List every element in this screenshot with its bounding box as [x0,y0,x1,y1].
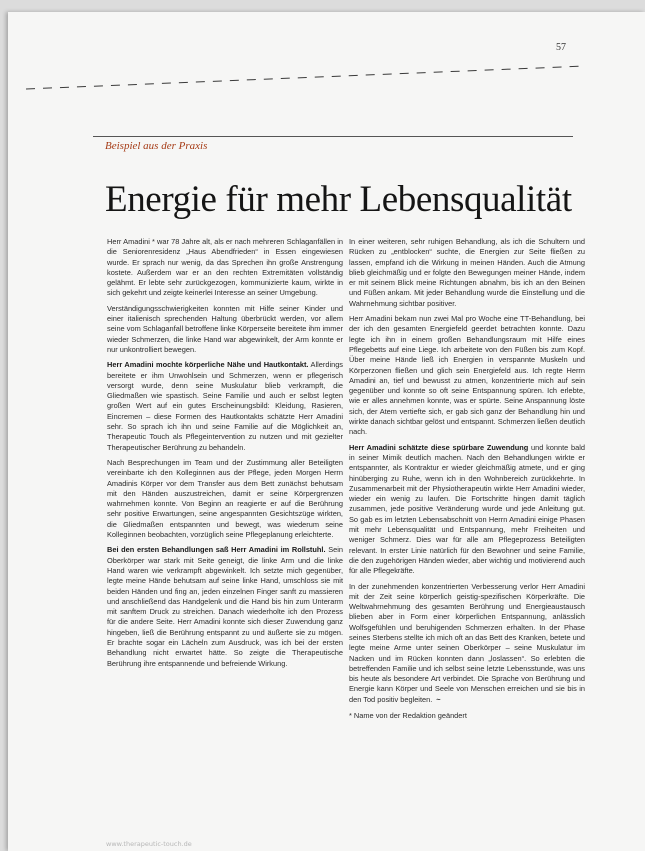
paragraph [107,545,343,669]
section-label: Beispiel aus der Praxis [105,140,208,152]
paragraph [349,237,585,309]
paragraph [349,443,585,577]
paragraph-text: Sein Oberkörper war stark mit Seite geneigt, die linke Arm und die linke Hand waren wie verkrampft abgewinkelt. Ich setzte mich gegenüber, legte meine Hände behutsam auf seine linke Hand, umschloss sie mit beiden Händen und fing an, jeden einzelnen Finger sanft zu massieren und anschließend das Handgelenk und die Hand bis hin zum Unterarm mit sanftem Druck zu streichen. Danach wiederholte ich den Prozess für die andere Seite. Herr Amadini konnte sich dieser Zuwendung ganz hingeben, ließ die Berührung entspannt zu und äußerte sie zu mögen. Er brachte sogar ein Lächeln zum Ausdruck, was ich bei der ersten Behandlung nicht erwartet hätte. So zeigte die Therapeutische Berührung ihre entspannende und befreiende Wirkung. [107,545,343,668]
paragraph [349,314,585,438]
left-column [107,237,343,674]
footnote: * Name von der Redaktion geändert [349,711,467,721]
paragraph-lead: Herr Amadini mochte körperliche Nähe und Hautkontakt. [107,360,309,370]
section-separator [93,136,573,137]
end-mark-icon: ~ [436,694,441,704]
paragraph-text: In einer weiteren, sehr ruhigen Behandlung, als ich die Schultern und Rücken zu „entblocken“ suchte, die Energien zur Seite fließen zu lassen, empfand ich die Wirkung in meinen Händen. Auch die Atmung blieb gleichmäßig und er folgte den Bewegungen meiner Hände, indem er mit seinem Blick meine Richtungen abnahm, bis ich an den Beinen und Füßen ankam. Mit jeder Behandlung wurde die Einstellung und die Wahrnehmung sichtbar positiver. [349,237,585,308]
paragraph-text: Verständigungsschwierigkeiten konnten mit Hilfe seiner Kinder und einer italienisch sprechenden Haltung überbrückt werden, vor allem seine vom Schlaganfall betroffene linke Körperseite bereitete ihm immer wieder Schmerzen, die linke Hand war abgewinkelt, der Arm konnte er nur unkontrolliert bewegen. [107,303,343,354]
document-page [8,12,645,851]
paragraph-text: und konnte bald in seiner Mimik deutlich machen. Nach den Behandlungen wirkte er entspannter, als Kontraktur er wieder gleichmäßig atmete, und er ging hinüberging zu Ruhe, wenn ich in den Wohnbereich zurückkehrte. In Zusammenarbeit mit der Physiotherapeutin wirkte Herr Amadini wieder, wieder ein wenig zu laufen. Die Fortschritte hingen damit täglich zusammen, jede positive Veränderung wurde und jede Anleitung gut. So gab es im letzten Lebensabschnitt von Herrn Amadini einige Phasen mit mehr Lebensqualität und Entspannung, mehr Freiheiten und weniger Schmerz. Dies war für alle am Pflegeprozess Beteiligten relevant. In erster Linie natürlich für den Bewohner und seine Familie, die den zugehörigen Händen wieder, aber wichtig und motivierend auch für alle Pflegekräfte. [349,442,585,576]
paragraph [107,360,343,453]
paragraph-text: Herr Amadini bekam nun zwei Mal pro Woche eine TT-Behandlung, bei der ich den gesamten Energiefeld geerdet betrachten konnte. Dazu legte ich ihn in einem großen Behandlungsraum mit Hilfe eines Pflegebetts auf eine Liege. Ich arbeitete von den Füßen bis zum Kopf. Über meine Hände ließ ich Energien in verspannte Muskeln und Körperzonen fließen und glich sein Energiefeld aus. Ich regte Herrn Amadini an, tief und bewusst zu atmen, konzentrierte mich auf sein gegenüber und konnte so oft seine Entspannung spüren. Ich erlebte, wie er alles annehmen konnte, was er spürte. Seine Anspannung löste sich, der Atem vertiefte sich, er gab sich ganz der Behandlung hin und wirkte danach sichtbar gelöst und entspannt. Schmerzen ließen deutlich nach. [349,314,585,437]
bottom-url: www.therapeutic-touch.de [106,840,192,848]
paragraph-lead: Bei den ersten Behandlungen saß Herr Amadini im Rollstuhl. [107,545,326,555]
paragraph [107,237,343,299]
paragraph [107,304,343,355]
paragraph-text: Herr Amadini * war 78 Jahre alt, als er nach mehreren Schlaganfällen in die Seniorenresidenz „Haus Abendfrieden“ in Essen eingewiesen wurde. Er sprach nur wenig, da das Sprechen ihn große Anstrengung kostete. Außerdem war er an den rechten Extremitäten vollständig gelähmt. Er lebte sehr zurückgezogen, kommunizierte kaum, wirkte in sich gekehrt und zeigte keinerlei Interesse an seiner Umgebung. [107,237,343,298]
right-column [349,237,585,726]
dashed-divider [26,64,586,92]
paragraph-text: Allerdings bereitete er ihm Unwohlsein und Schmerzen, wenn er pflegerisch versorgt wurde, denn seine Muskulatur blieb verkrampft, die Gliedmaßen wie spastisch. Seine Familie und auch er selbst legten großen Wert auf ein gutes Erscheinungsbild: Kleidung, Rasieren, Eincremen – diese Formen des Hautkontakts schätzte Herr Amadini sehr. So sprach ich ihn und seine Familie auf die Möglichkeit an, Therapeutic Touch als Pflegeintervention zu nutzen und mit gezielter Therapeutischer Berührung zu behandeln. [107,360,343,452]
paragraph [349,582,585,706]
article-title: Energie für mehr Lebensqualität [105,179,572,220]
paragraph [107,458,343,540]
paragraph-lead: Herr Amadini schätzte diese spürbare Zuwendung [349,442,529,452]
paragraph-text: In der zunehmenden konzentrierten Verbesserung verlor Herr Amadini mit der Zeit seine körperlich geistig-spezifischen Körperkräfte. Die Weltwahrnehmung des gesamten Berührung und Energieaustausch blieben aber in Form einer körperlichen Entspannung, anlässlich Wolfsgefühlen und beruhigenden Schmerzen erhalten. In der Phase seines Sterbens stellte ich mich oft an das Bett des Kranken, betete und legte meine Arme unter seinen Oberkörper – seine Muskulatur im Nacken und im Rücken konnten dann „loslassen“. So erlebten die betreffenden Familie und ich selbst seine letzte Lebensstunde, was uns bis heute als besondere Art verbindet. Die Sprache von Berührung und Energie kann Körper und Seele von Menschen erreichen und sie bis in den Tod positiv begleiten. [349,581,585,704]
page-number: 57 [556,42,566,53]
paragraph-text: Nach Besprechungen im Team und der Zustimmung aller Beteiligten vereinbarte ich den Kolleginnen aus der Pflege, jeden Morgen Herrn Amadinis Körper vor dem Transfer aus dem Bett zunächst behutsam mit den Händen auszustreichen, damit er seine Körpergrenzen wahrnehmen konnte. Von Beginn an reagierte er auf die Berührung sehr positive Erwartungen, seine angespannten Gesichtszüge wirkten, die Gliedmaßen entspannten und bewegt, was wiederum seine Kolleginnen beobachten, vorzüglich seine Pflegeplanung erleichterte. [107,457,343,540]
